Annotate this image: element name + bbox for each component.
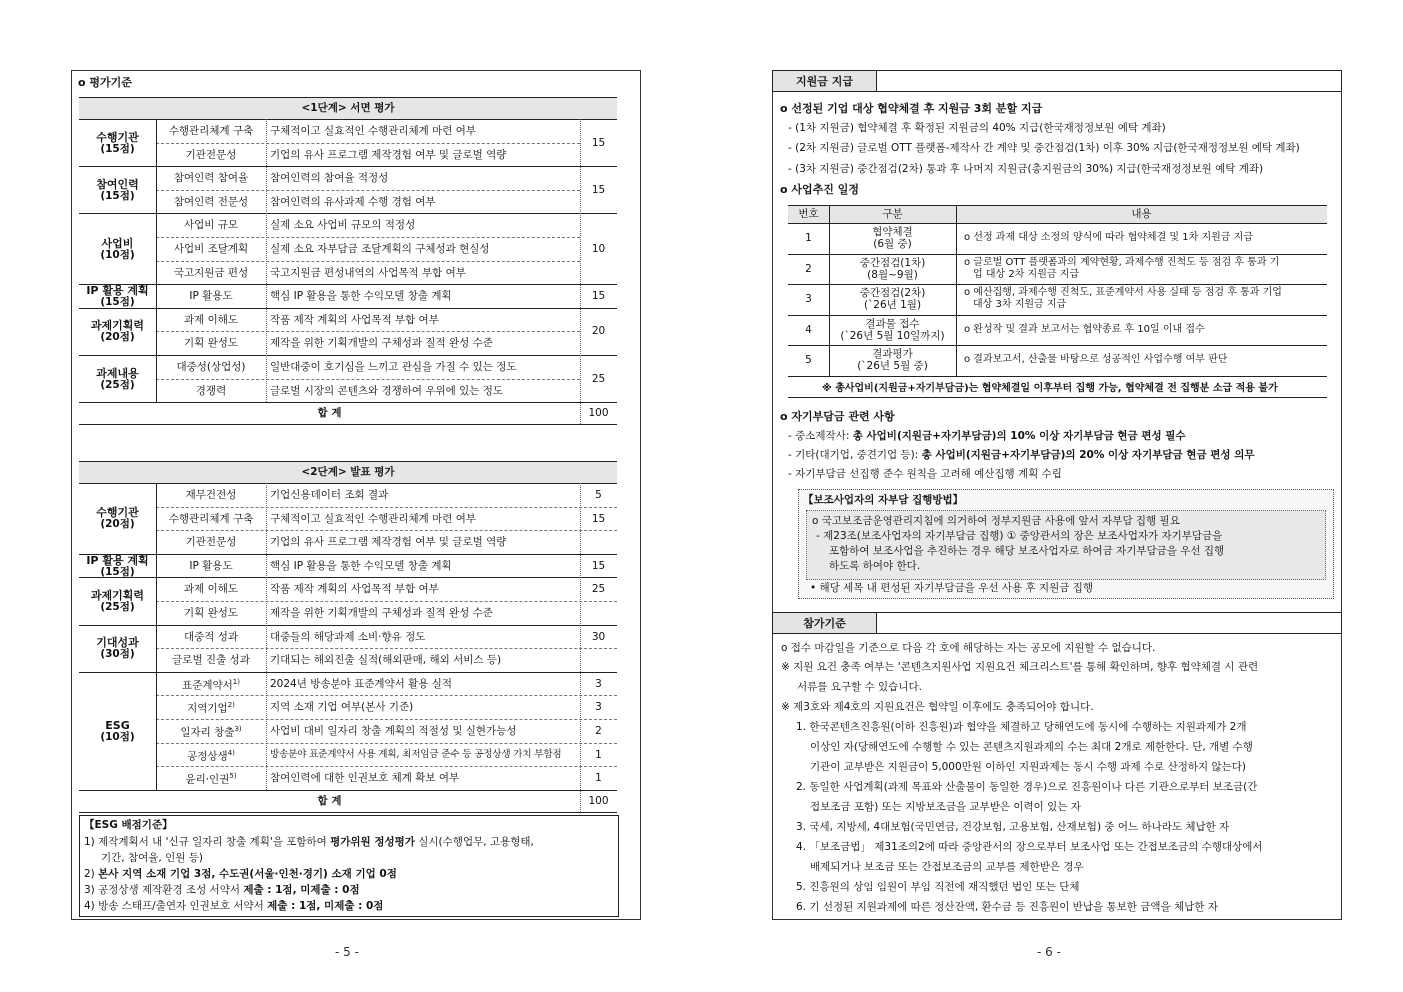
criteria-description: 글로벌 시장의 콘텐츠와 경쟁하여 우위에 있는 정도 [270,384,504,397]
self-burden-box-line-3: 포함하여 보조사업을 추진하는 경우 해당 보조사업자로 하여금 자기부담금을 우선 집행 [829,545,1225,557]
table-rule [829,205,830,376]
criteria-item: IP 활용도 [189,559,233,572]
criteria-item: 사업비 규모 [183,219,239,232]
category-name: IP 활용 계획 [86,284,149,297]
table-rule [788,284,1327,285]
criteria-score: 1 [595,772,602,785]
table-rule [79,577,617,578]
table-rule [156,648,617,649]
table-rule [788,205,1327,206]
table-rule [79,402,617,403]
footnote-mark: 2) [227,701,235,710]
category-points: (15점) [100,142,135,155]
category-name: 수행기관 [96,506,139,520]
category-name: 수행기관 [96,130,139,144]
criteria-item: 참여인력 전문성 [173,195,249,208]
criteria-description: 국고지원금 편성내역의 사업목적 부합 여부 [270,266,466,279]
table-rule [788,254,1327,255]
group-score: 15 [591,183,606,196]
schedule-period: (`26년 5월 10일까지) [840,329,945,342]
table-rule [156,237,580,238]
self-burden-box-line-5: • 해당 세목 내 편성된 자기부담금을 우선 사용 후 지원금 집행 [810,582,1094,594]
eligibility-line-3: 서류를 요구할 수 있습니다. [797,681,922,693]
table-rule [156,530,617,531]
total-label: 합 계 [317,794,342,807]
schedule-stage: 중간점검(1차) [859,256,926,269]
table-rule [156,483,157,790]
eligibility-line-8: 2. 동일한 사업계획(과제 목표와 산출물이 동일한 경우)으로 진흥원이나 다른 기관으로부터 보조금(간 [796,781,1258,793]
criteria-item: 기획 완성도 [183,337,239,350]
schedule-no: 3 [805,293,812,306]
esg-line-1: 1) 제작계획서 내 '신규 일자리 창출 계획'을 포함하여 평가위원 정성평가 실시(수행업무, 고용형태, [84,836,534,848]
group-score: 15 [591,290,606,302]
criteria-item: 윤리·인권$^{5)}$ [185,772,237,786]
table-rule [79,790,617,791]
criteria-score: 30 [591,630,606,643]
schedule-stage: 결과평가 [872,348,913,361]
eligibility-line-9: 접보조금 포함) 또는 지방보조금을 교부받은 이력이 있는 자 [810,801,1081,813]
criteria-description: 지역 소재 기업 여부(본사 기준) [270,701,414,714]
criteria-item: 경쟁력 [195,384,227,397]
table-rule [266,483,267,790]
criteria-description: 실제 소요 사업비 규모의 적정성 [270,219,416,232]
eligibility-line-11: 4. 「보조금법」 제31조의2에 따라 중앙관서의 장으로부터 보조사업 또는 간접보조금의 수행대상에서 [796,841,1263,853]
eligibility-line-1: ο 접수 마감일을 기준으로 다음 각 호에 해당하는 자는 공모에 지원할 수 없습니다. [781,642,1156,654]
criteria-score: 25 [591,583,606,596]
category-points: (30점) [100,648,135,661]
category-name: 과제내용 [96,366,139,380]
section-bar-eligibility [772,612,1342,634]
schedule-period: (6월 중) [873,238,912,250]
table-rule [156,143,580,144]
header-category: 구분 [882,208,903,220]
category-name: IP 활용 계획 [86,553,149,567]
table-rule [79,424,617,425]
section-label-payment: 지원금 지급 [773,71,877,91]
criteria-item: 국고지원금 편성 [173,266,249,279]
table-rule [79,461,617,462]
eligibility-line-13: 5. 진흥원의 상임 임원이 부임 직전에 재직했던 법인 또는 단체 [796,881,1080,893]
criteria-description: 제작을 위한 기획개발의 구체성과 질적 완성 수준 [270,607,493,619]
table-rule [156,261,580,262]
table-rule [156,719,617,720]
criteria-item: 과제 이해도 [183,313,239,326]
table-rule [266,119,267,402]
criteria-score: 2 [595,725,602,737]
table-rule [79,284,617,285]
criteria-description: 일반대중이 호기심을 느끼고 관심을 가질 수 있는 정도 [270,361,517,373]
table-rule [79,166,617,167]
page-number-5: - 5 - [335,945,359,959]
criteria-description: 기업신용데이터 조회 결과 [270,489,389,501]
table-rule [788,223,1327,224]
page5-heading: ο 평가기준 [78,76,132,89]
criteria-description: 핵심 IP 활용을 통한 수익모델 창출 계획 [270,290,452,303]
category-points: (15점) [100,189,135,202]
table-rule [156,379,580,380]
category-points: (25점) [100,378,135,391]
criteria-item: 기관전문성 [185,536,237,549]
stage-title: <2단계> 발표 평가 [301,466,395,478]
criteria-item: 공정상생$^{4)}$ [187,748,235,763]
group-score: 10 [591,242,606,255]
category-points: (10점) [100,730,135,743]
total-score: 100 [588,407,609,420]
self-burden-line-3: - 자기부담금 선집행 준수 원칙을 고려해 예산집행 계획 수립 [788,468,1062,480]
self-burden-box-line-4: 하도록 하여야 한다. [829,560,921,572]
table-rule [956,205,957,376]
criteria-score: 1 [595,748,602,761]
table-rule [788,345,1327,346]
payment-line-3: - (3차 지원금) 중간점검(2차) 통과 후 나머지 지원금(총지원금의 30%) 지급(한국재정정보원 예탁 계좌) [788,163,1264,175]
criteria-description: 구체적이고 실효적인 수행관리체계 마련 여부 [270,512,477,525]
esg-line-3: 3) 공정상생 제작환경 조성 서약서 제출 : 1점, 미제출 : 0점 [84,884,360,896]
category-name: 사업비 [101,236,134,250]
footnote-mark: 4) [227,748,235,757]
footnote-mark: 3) [234,725,242,733]
category-points: (10점) [100,248,135,261]
table-rule [156,507,617,508]
criteria-description: 참여인력의 참여율 적정성 [270,172,389,185]
table-rule [580,119,581,424]
table-rule [156,601,617,602]
criteria-description: 작품 제작 계획의 사업목적 부합 여부 [270,313,439,326]
criteria-description: 작품 제작 계획의 사업목적 부합 여부 [270,583,439,596]
table-rule [79,554,617,555]
criteria-score: 15 [591,559,606,572]
criteria-score: 15 [591,512,606,525]
header-no: 번호 [798,208,819,220]
category-name: 참여인력 [96,177,139,191]
footnote-mark: 5) [229,772,237,781]
self-burden-heading: ο 자기부담금 관련 사항 [780,410,895,423]
criteria-item: 기관전문성 [185,148,237,161]
schedule-content: ο 예산집행, 과제수행 진척도, 표준계약서 사용 실태 등 점검 후 통과 기업 [964,287,1282,299]
stage-title: <1단계> 서면 평가 [301,102,395,114]
schedule-no: 4 [805,323,812,336]
category-points: (20점) [100,518,135,531]
criteria-item: 대중적 성과 [183,630,239,643]
criteria-description: 기대되는 해외진출 실적(해외판매, 해외 서비스 등) [270,654,502,667]
eligibility-line-7: 기관이 교부받은 지원금이 5,000만원 이하인 지원과제는 동시 수행 과제 수로 산정하지 않는다) [810,761,1247,773]
esg-line-2: 2) 본사 지역 소재 기업 3점, 수도권(서울·인천·경기) 소재 기업 0점 [84,868,397,880]
table-rule [156,695,617,696]
page-number-6: - 6 - [1037,945,1061,959]
table-rule [79,625,617,626]
group-score: 20 [591,325,606,338]
self-burden-line-1: - 중소제작사: 총 사업비(지원금+자기부담금)의 10% 이상 자기부담금 현금 편성 필수 [788,430,1186,442]
criteria-description: 사업비 대비 일자리 창출 계획의 적절성 및 실현가능성 [270,725,517,737]
payment-heading: ο 선정된 기업 대상 협약체결 후 지원금 3회 분할 지급 [780,102,1043,115]
category-points: (20점) [100,331,135,344]
criteria-description: 방송분야 표준계약서 사용 계획, 최저임금 준수 등 공정상생 가치 부합점 [270,748,562,760]
criteria-score: 5 [595,489,602,501]
criteria-description: 구체적이고 실효적인 수행관리체계 마련 여부 [270,125,477,137]
self-burden-box-title: 【보조사업자의 자부담 집행방법】 [803,494,964,506]
table-rule [79,355,617,356]
header-content: 내용 [1131,208,1152,220]
criteria-description: 제작을 위한 기획개발의 구체성과 질적 완성 수준 [270,337,493,350]
schedule-content: ο 글로벌 OTT 플랫폼과의 계약현황, 과제수행 진척도 등 점검 후 통과 기 [964,256,1280,268]
eligibility-line-6: 이상인 자(당해연도에 수행할 수 있는 콘텐츠지원과제의 수는 최대 2개로 제한한다. 단, 개별 수행 [810,741,1253,753]
criteria-item: 표준계약서$^{1)}$ [182,677,240,692]
criteria-item: IP 활용도 [189,290,233,303]
schedule-stage: 협약체결 [872,226,913,238]
self-burden-line-2: - 기타(대기업, 중견기업 등): 총 사업비(지원금+자기부담금)의 20% 이상 자기부담금 현금 편성 의무 [788,449,1255,461]
criteria-description: 참여인력의 유사과제 수행 경험 여부 [270,195,436,208]
table-rule [79,812,617,813]
criteria-description: 참여인력에 대한 인권보호 체계 확보 여부 [270,772,460,785]
table-rule [79,308,617,309]
category-name: 과제기획력 [90,319,145,333]
table-rule [79,672,617,673]
table-rule [79,213,617,214]
criteria-description: 핵심 IP 활용을 통한 수익모델 창출 계획 [270,559,452,572]
total-label: 합 계 [317,407,342,420]
group-score: 25 [591,372,606,385]
category-name: ESG [105,718,130,732]
criteria-item: 수행관리체계 구축 [168,512,254,525]
esg-line-4: 4) 방송 스태프/출연자 인권보호 서약서 제출 : 1점, 미제출 : 0점 [84,900,384,912]
table-rule [79,97,617,98]
criteria-item: 수행관리체계 구축 [168,125,254,137]
category-points: (15점) [100,565,135,578]
criteria-score: 3 [595,701,602,714]
eligibility-line-12: 배제되거나 보조금 또는 간접보조금의 교부를 제한받은 경우 [810,861,1084,873]
table-rule [156,743,617,744]
esg-box-title: 【ESG 배점기준】 [84,819,173,831]
schedule-period: (`26년 5월 중) [857,360,928,373]
eligibility-line-10: 3. 국세, 지방세, 4대보험(국민연금, 건강보험, 고용보험, 산재보험) 중 어느 하나라도 체납한 자 [796,821,1230,833]
criteria-item: 대중성(상업성) [176,361,246,373]
schedule-no: 1 [805,232,812,244]
payment-line-1: - (1차 지원금) 협약체결 후 확정된 지원금의 40% 지급(한국재정정보원 예탁 계좌) [788,122,1166,134]
schedule-no: 2 [805,262,812,275]
schedule-period: (`26년 1월) [863,299,922,312]
category-points: (25점) [100,601,135,613]
total-score: 100 [588,794,609,807]
eligibility-line-2: ※ 지원 요건 충족 여부는 '콘텐츠지원사업 지원요건 체크리스트'를 통해 확인하며, 향후 협약체결 시 관련 [781,661,1259,673]
criteria-item: 지역기업$^{2)}$ [187,701,235,715]
criteria-item: 과제 이해도 [183,583,239,596]
criteria-score: 3 [595,677,602,690]
schedule-note: ※ 총사업비(지원금+자기부담금)는 협약체결일 이후부터 집행 가능, 협약체결 전 집행분 소급 적용 불가 [822,383,1278,394]
criteria-item: 사업비 조달계획 [173,243,249,255]
group-score: 15 [591,136,606,149]
table-rule [788,315,1327,316]
table-rule [79,119,617,120]
table-rule [156,190,580,191]
category-name: 기대성과 [96,636,139,650]
table-rule [580,483,581,812]
table-rule [156,766,617,767]
section-label-eligibility: 참가기준 [773,613,877,633]
criteria-description: 대중들의 해당과제 소비·향유 정도 [270,630,426,643]
category-points: (15점) [100,296,135,308]
eligibility-line-5: 1. 한국콘텐츠진흥원(이하 진흥원)과 협약을 체결하고 당해연도에 동시에 수행하는 지원과제가 2개 [796,721,1247,733]
payment-line-2: - (2차 지원금) 글로벌 OTT 플랫폼-제작사 간 계약 및 중간점검(1차) 이후 30% 지급(한국재정정보원 예탁 계좌) [788,142,1300,154]
criteria-description: 기업의 유사 프로그램 제작경험 여부 및 글로벌 역량 [270,536,507,549]
criteria-description: 2024년 방송분야 표준계약서 활용 실적 [270,677,453,690]
section-bar-payment [772,70,1342,92]
schedule-content: ο 선정 과제 대상 소정의 양식에 따라 협약체결 및 1차 지원금 지급 [964,232,1253,243]
criteria-item: 참여인력 참여율 [173,172,249,185]
criteria-description: 기업의 유사 프로그램 제작경험 여부 및 글로벌 역량 [270,148,507,161]
eligibility-line-4: ※ 제3호와 제4호의 지원요건은 협약일 이후에도 충족되어야 합니다. [781,701,1094,713]
category-name: 과제기획력 [90,589,145,602]
criteria-description: 실제 소요 자부담금 조달계획의 구체성과 현실성 [270,243,490,255]
self-burden-box-line-2: - 제23조(보조사업자의 자기부담금 집행) ① 중앙관서의 장은 보조사업자가 자기부담금을 [816,530,1223,542]
criteria-item: 재무건전성 [185,489,237,501]
schedule-heading: ο 사업추진 일정 [780,183,859,196]
table-rule [156,119,157,402]
schedule-period: (8월~9월) [867,268,918,281]
schedule-stage: 결과물 접수 [865,317,920,330]
footnote-mark: 1) [232,677,240,686]
schedule-no: 5 [805,354,812,367]
criteria-item: 기획 완성도 [183,607,239,619]
schedule-content-cont: 업 대상 2차 지원금 지급 [973,268,1080,280]
table-rule [79,483,617,484]
schedule-stage: 중간점검(2차) [859,287,926,300]
self-burden-box-line-1: ο 국고보조금운영관리지침에 의거하여 정부지원금 사용에 앞서 자부담 집행 필요 [812,515,1180,527]
schedule-content-cont: 대상 3차 지원금 지급 [973,299,1067,311]
eligibility-line-14: 6. 기 선정된 지원과제에 따른 정산잔액, 환수금 등 진흥원이 반납을 통보한 금액을 체납한 자 [796,901,1218,913]
esg-line-1-cont: 기간, 참여율, 인원 등) [101,852,203,864]
criteria-item: 일자리 창출$^{3)}$ [180,725,242,739]
schedule-content: ο 결과보고서, 산출물 바탕으로 성공적인 사업수행 여부 판단 [964,354,1228,366]
schedule-content: ο 완성작 및 결과 보고서는 협약종료 후 10일 이내 접수 [964,323,1205,335]
table-rule [156,331,580,332]
criteria-item: 글로벌 진출 성과 [172,654,250,667]
